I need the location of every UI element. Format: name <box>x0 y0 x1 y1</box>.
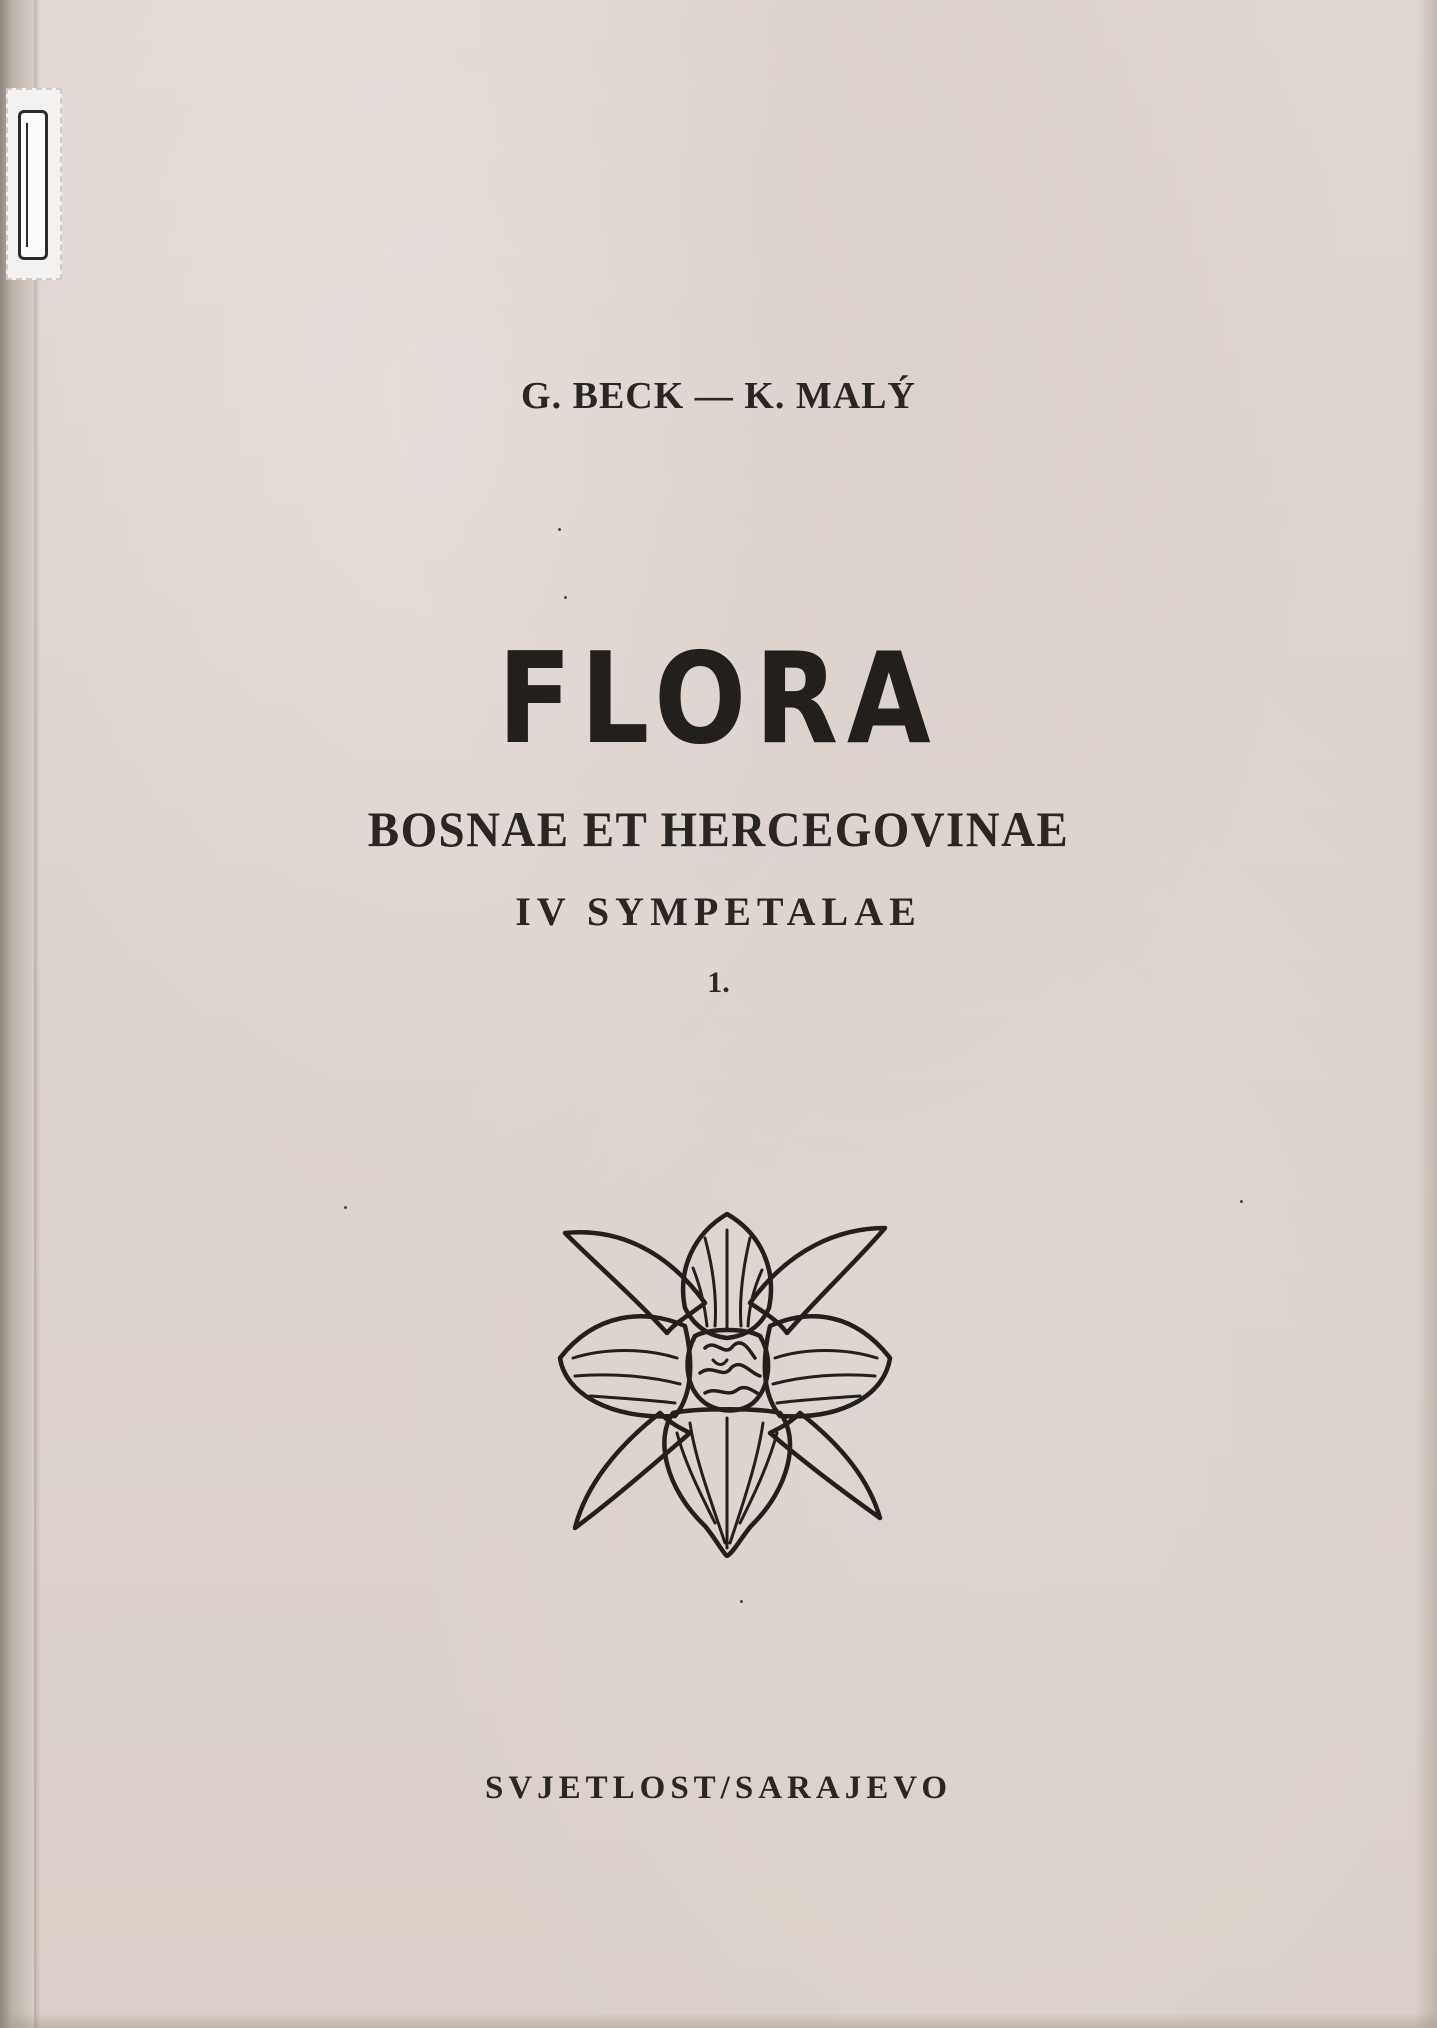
publisher: SVJETLOST/SARAJEVO <box>484 1770 953 1806</box>
library-label-sticker <box>6 88 62 280</box>
spine-fold <box>34 0 40 2028</box>
cover-bottom-edge <box>0 2012 1437 2028</box>
cloth-speck <box>344 1206 347 1209</box>
cloth-speck <box>558 528 561 531</box>
volume-number: 1. <box>707 966 730 999</box>
orchid-flower-icon <box>555 1208 895 1558</box>
authors: G. BECK — K. MALÝ <box>521 375 916 417</box>
label-frame-icon <box>18 110 48 260</box>
cloth-speck <box>740 1600 743 1603</box>
spine-shadow <box>0 0 34 2028</box>
cover-right-edge <box>1415 0 1437 2028</box>
book-subtitle: BOSNAE ET HERCEGOVINAE <box>367 801 1070 857</box>
part-label: IV SYMPETALAE <box>515 889 922 934</box>
cloth-speck <box>564 596 567 599</box>
book-title: FLORA <box>497 625 940 772</box>
cloth-speck <box>1240 1200 1243 1203</box>
